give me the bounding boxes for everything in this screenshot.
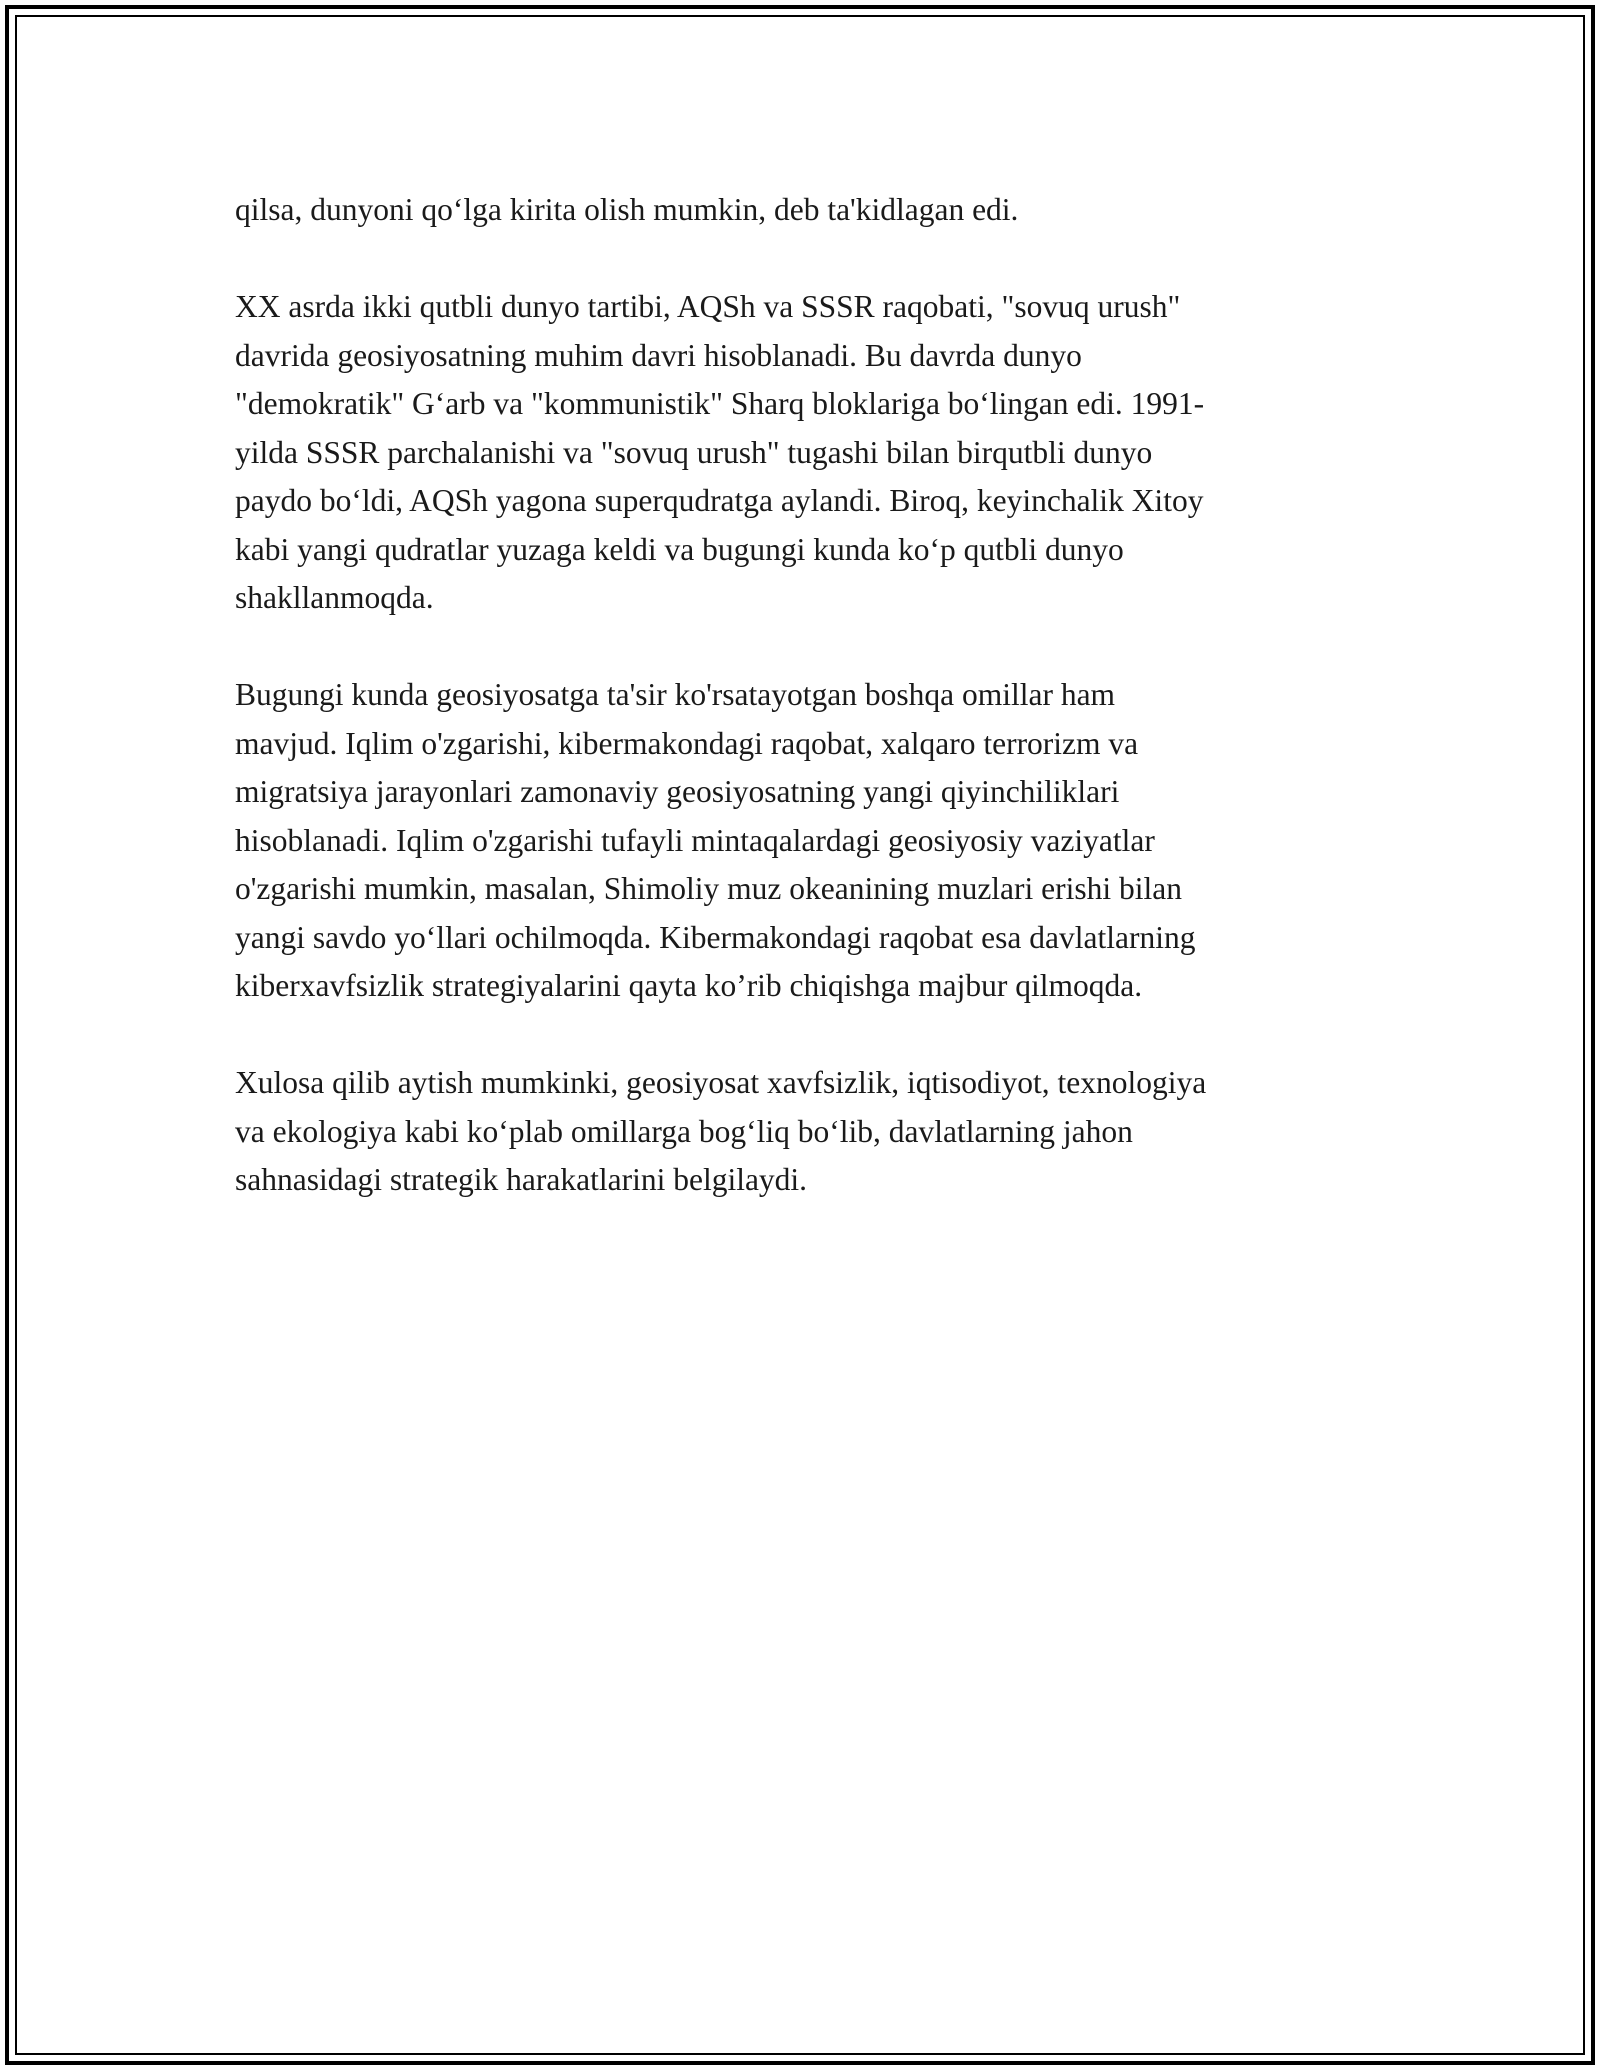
text-line: hisoblanadi. Iqlim o'zgarishi tufayli mintaqalardagi geosiyosiy vaziyatlar xyxy=(235,822,1155,858)
text-line: kiberxavfsizlik strategiyalarini qayta ko’rib chiqishga majbur qilmoqda. xyxy=(235,968,1143,1003)
paragraph-4 xyxy=(235,1059,1385,1205)
document-body xyxy=(235,186,1385,1253)
text-line: XX asrda ikki qutbli dunyo tartibi, AQSh va SSSR raqobati, "sovuq urush" xyxy=(235,289,1181,324)
text-line: yilda SSSR parchalanishi va "sovuq urush" tugashi bilan birqutbli dunyo xyxy=(235,434,1153,470)
text-line: kabi yangi qudratlar yuzaga keldi va bugungi kunda ko‘p qutbli dunyo xyxy=(235,531,1124,567)
paragraph-1 xyxy=(235,186,1385,235)
text-line: qilsa, dunyoni qo‘lga kirita olish mumkin, deb ta'kidlagan edi. xyxy=(235,192,1019,227)
text-line: Bugungi kunda geosiyosatga ta'sir ko'rsatayotgan boshqa omillar ham xyxy=(235,677,1116,712)
paragraph-2 xyxy=(235,283,1385,623)
paragraph-3 xyxy=(235,671,1385,1011)
text-line: "demokratik" G‘arb va "kommunistik" Sharq bloklariga bo‘lingan edi. 1991- xyxy=(235,386,1205,421)
text-line: migratsiya jarayonlari zamonaviy geosiyosatning yangi qiyinchiliklari xyxy=(235,774,1120,809)
text-line: Xulosa qilib aytish mumkinki, geosiyosat xavfsizlik, iqtisodiyot, texnologiya xyxy=(235,1065,1207,1100)
text-line: davrida geosiyosatning muhim davri hisoblanadi. Bu davrda dunyo xyxy=(235,337,1082,373)
text-line: paydo bo‘ldi, AQSh yagona superqudratga aylandi. Biroq, keyinchalik Xitoy xyxy=(235,483,1204,518)
text-line: o'zgarishi mumkin, masalan, Shimoliy muz okeanining muzlari erishi bilan xyxy=(235,871,1182,906)
text-line: va ekologiya kabi ko‘plab omillarga bog‘liq bo‘lib, davlatlarning jahon xyxy=(235,1113,1133,1149)
text-line: mavjud. Iqlim o'zgarishi, kibermakondagi raqobat, xalqaro terrorizm va xyxy=(235,725,1139,761)
text-line: shakllanmoqda. xyxy=(235,580,434,615)
text-line: yangi savdo yo‘llari ochilmoqda. Kibermakondagi raqobat esa davlatlarning xyxy=(235,919,1196,955)
text-line: sahnasidagi strategik harakatlarini belgilaydi. xyxy=(235,1162,808,1197)
